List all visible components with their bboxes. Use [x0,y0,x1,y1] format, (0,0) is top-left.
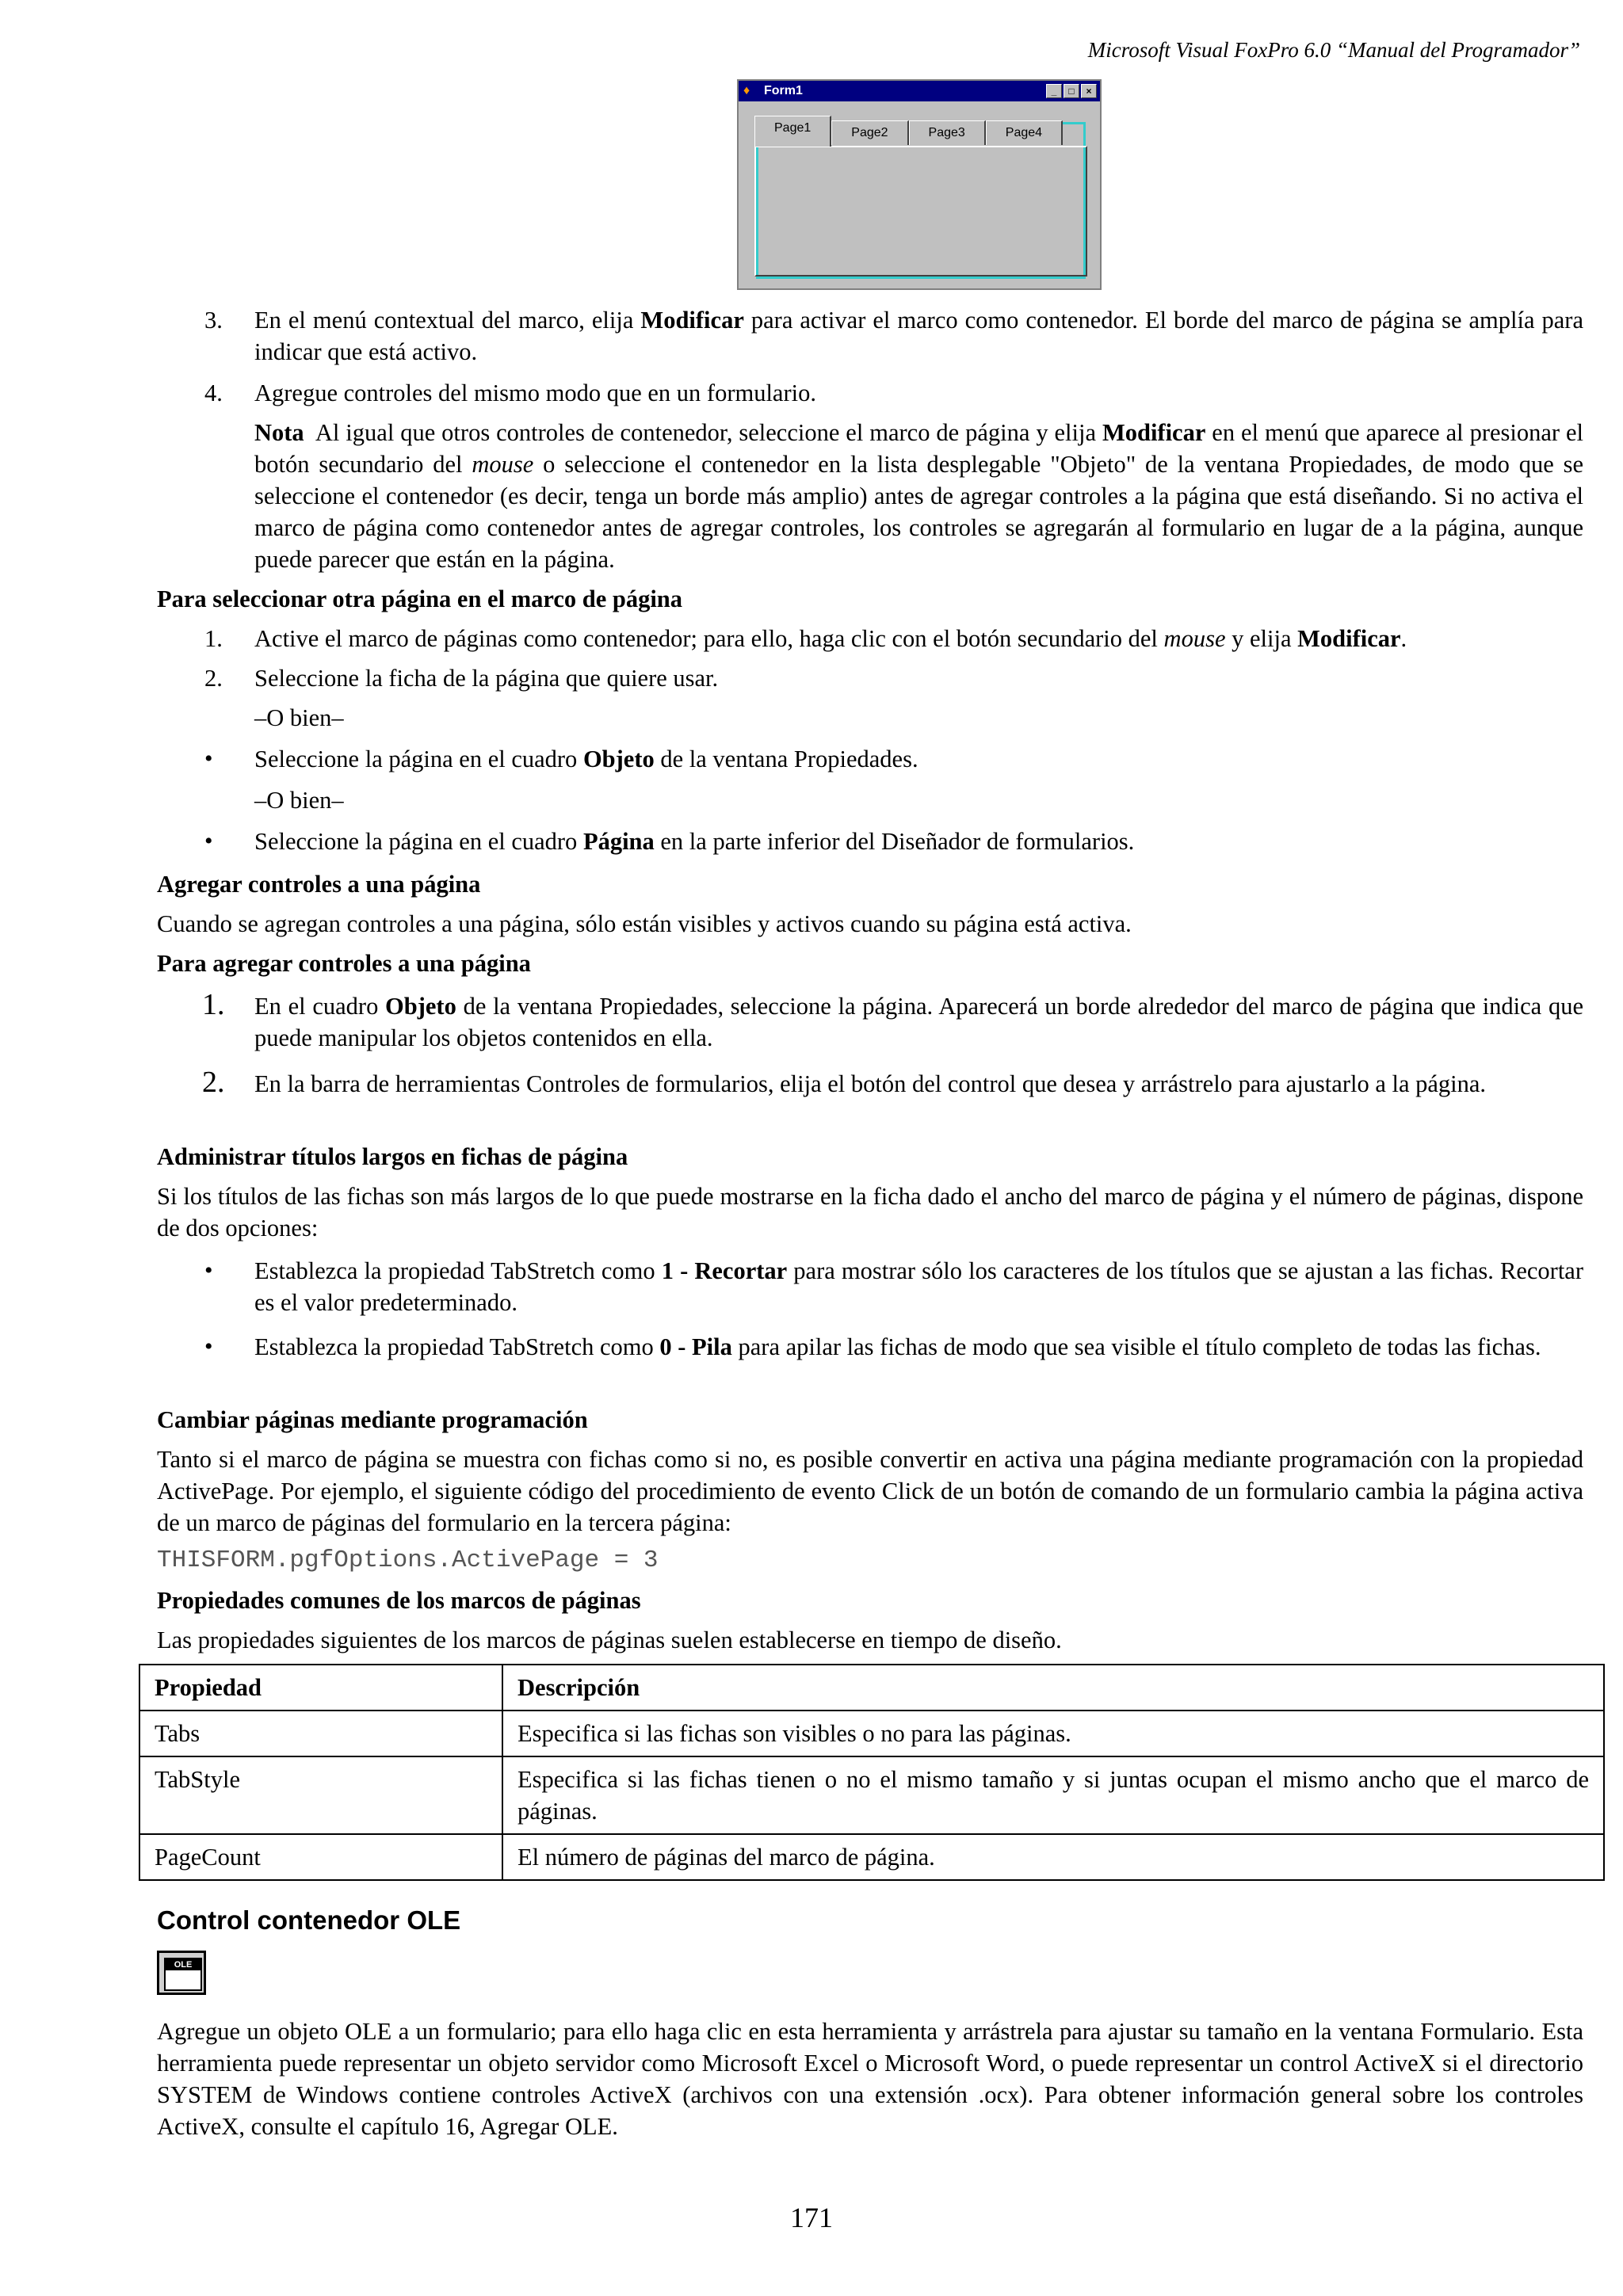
section-heading: Administrar títulos largos en fichas de página [157,1143,628,1170]
tab-page1[interactable]: Page1 [754,116,831,147]
tab-page3[interactable]: Page3 [909,120,986,145]
paragraph: Tanto si el marco de página se muestra con fichas como si no, es posible convertir en activa una página mediante programación con la propiedad ActivePage. Por ejemplo, el siguiente código del procedimiento de evento Click de un botón de comando de un formulario cambia la página activa de un marco de páginas del formulario en la tercera página: [157,1446,1583,1536]
minimize-icon[interactable]: _ [1046,84,1062,98]
step-number: 1. [204,625,223,652]
note-paragraph: Nota Al igual que otros controles de contenedor, seleccione el marco de página y elija Modificar en el menú que aparece al presionar el botón secundario del mouse o seleccione el contenedor en la lista desplegable "Objeto" de la ventana Propiedades, de modo que se seleccione el contenedor (es decir, tenga un borde más amplio) antes de agregar controles a la página que está diseñando. Si no activa el marco de página como contenedor antes de agregar controles, los controles se agregarán al formulario en lugar de a la página, aunque puede parecer que están en la página. [254,419,1583,573]
step-text: Seleccione la ficha de la página que quiere usar. [254,665,719,692]
bullet-icon: • [204,1257,213,1283]
bullet-text: Establezca la propiedad TabStretch como 1 - Recortar para mostrar sólo los caracteres de los títulos que se ajustan a las fichas. Recortar es el valor predeterminado. [254,1257,1584,1316]
ole-icon-label: OLE [166,1959,200,1970]
page-tabs [754,116,1063,147]
table-row [139,1756,1604,1834]
step-number: 2. [204,665,223,692]
form-window-screenshot [737,79,1102,290]
bullet-icon: • [204,746,213,772]
table-cell: TabStyle [139,1756,502,1834]
fox-icon: ♦ [743,84,750,97]
step-text: En la barra de herramientas Controles de formularios, elija el botón del control que desea y arrástrelo para ajustarlo a la página. [254,1070,1487,1097]
step-number: 3. [204,307,223,334]
step-text: Agregue controles del mismo modo que en un formulario. [254,379,816,406]
section-heading: Propiedades comunes de los marcos de páginas [157,1587,641,1614]
step-number: 1. [202,988,225,1021]
tab-page2[interactable]: Page2 [831,120,908,145]
bullet-text: Establezca la propiedad TabStretch como 0 - Pila para apilar las fichas de modo que sea visible el título completo de todas las fichas. [254,1333,1541,1360]
column-header: Propiedad [139,1665,502,1711]
section-heading: Para seleccionar otra página en el marco de página [157,585,683,612]
maximize-icon[interactable]: □ [1064,84,1079,98]
ole-container-icon [157,1951,206,1995]
table-cell: Tabs [139,1711,502,1756]
code-line: THISFORM.pgfOptions.ActivePage = 3 [157,1547,659,1574]
window-controls [1046,84,1097,98]
table-cell: PageCount [139,1834,502,1880]
paragraph: Las propiedades siguientes de los marcos de páginas suelen establecerse en tiempo de diseño. [157,1627,1062,1653]
section-heading: Control contenedor OLE [157,1905,461,1935]
or-separator: –O bien– [254,704,344,731]
tab-page4[interactable]: Page4 [986,120,1063,145]
running-header: Microsoft Visual FoxPro 6.0 “Manual del Programador” [1087,38,1580,62]
step-number: 4. [204,379,223,406]
step-text: En el cuadro Objeto de la ventana Propiedades, seleccione la página. Aparecerá un borde alrededor del marco de página que indica que puede manipular los objetos contenidos en ella. [254,993,1583,1051]
paragraph: Agregue un objeto OLE a un formulario; para ello haga clic en esta herramienta y arrástrela para ajustar su tamaño en la ventana Formulario. Esta herramienta puede representar un objeto servidor como Microsoft Excel o Microsoft Word, o puede representar un control ActiveX si el directorio SYSTEM de Windows contiene controles ActiveX (archivos con una extensión .ocx). Para obtener información general sobre los controles ActiveX, consulte el capítulo 16, Agregar OLE. [157,2018,1583,2140]
step-text: En el menú contextual del marco, elija Modificar para activar el marco como contenedor. El borde del marco de página se amplía para indicar que está activo. [254,307,1583,365]
section-heading: Cambiar páginas mediante programación [157,1406,588,1433]
step-number: 2. [202,1066,225,1099]
page-area [754,146,1087,277]
window-title: Form1 [764,84,803,97]
properties-table [139,1664,1605,1881]
section-heading: Para agregar controles a una página [157,950,531,977]
bullet-text: Seleccione la página en el cuadro Página en la parte inferior del Diseñador de formularios. [254,828,1135,855]
table-cell: Especifica si las fichas tienen o no el mismo tamaño y si juntas ocupan el mismo ancho que el marco de páginas. [502,1756,1604,1834]
table-cell: El número de páginas del marco de página. [502,1834,1604,1880]
bullet-text: Seleccione la página en el cuadro Objeto de la ventana Propiedades. [254,746,918,772]
page-number: 171 [790,2202,833,2233]
section-heading: Agregar controles a una página [157,871,481,898]
table-header-row [139,1665,1604,1711]
bullet-icon: • [204,828,213,854]
paragraph: Si los títulos de las fichas son más largos de lo que puede mostrarse en la ficha dado el ancho del marco de página y el número de páginas, dispone de dos opciones: [157,1183,1583,1241]
table-row [139,1834,1604,1880]
table-row [139,1711,1604,1756]
close-icon[interactable]: × [1081,84,1097,98]
paragraph: Cuando se agregan controles a una página, sólo están visibles y activos cuando su página está activa. [157,910,1132,937]
bullet-icon: • [204,1333,213,1360]
window-title-bar [739,81,1100,101]
step-text: Active el marco de páginas como contenedor; para ello, haga clic con el botón secundario del mouse y elija Modificar. [254,625,1407,652]
table-cell: Especifica si las fichas son visibles o no para las páginas. [502,1711,1604,1756]
column-header: Descripción [502,1665,1604,1711]
or-separator: –O bien– [254,787,344,814]
